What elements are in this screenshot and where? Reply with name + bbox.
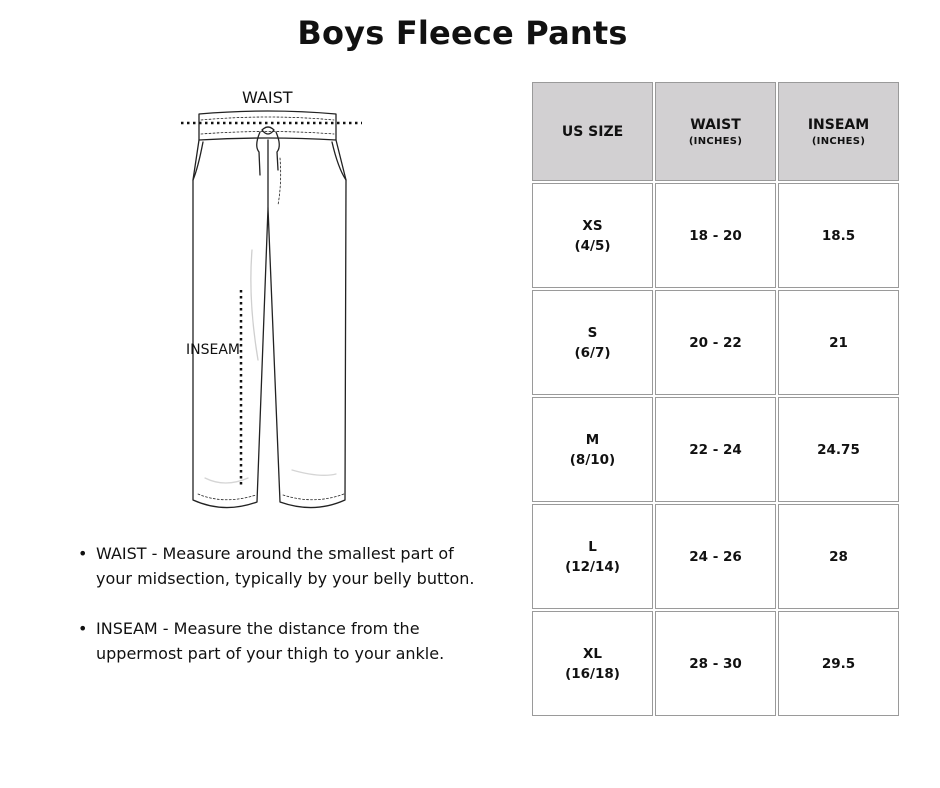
inseam-cell: 18.5	[778, 183, 899, 288]
header-label: WAIST	[690, 116, 741, 133]
inseam-cell: 21	[778, 290, 899, 395]
page-title: Boys Fleece Pants	[297, 14, 628, 52]
table-row	[532, 611, 899, 716]
table-row	[532, 290, 899, 395]
inseam-cell: 29.5	[778, 611, 899, 716]
inseam-cell: 24.75	[778, 397, 899, 502]
measurement-instructions	[78, 541, 478, 691]
size-age: (16/18)	[565, 665, 620, 682]
waist-cell: 24 - 26	[655, 504, 776, 609]
table-header-row	[532, 82, 899, 181]
size-chart-table	[530, 80, 901, 718]
waist-cell: 18 - 20	[655, 183, 776, 288]
size-age: (4/5)	[574, 237, 611, 254]
size-code: M	[585, 431, 600, 448]
bullet-dot: •	[78, 619, 88, 638]
pants-outline-icon	[170, 84, 370, 524]
inseam-instruction: INSEAM - Measure the distance from the uppermost part of your thigh to your ankle.	[96, 619, 445, 663]
header-unit: (INCHES)	[688, 135, 743, 147]
size-code: S	[587, 324, 598, 341]
waist-instruction: WAIST - Measure around the smallest part of your midsection, typically by your belly button.	[96, 544, 475, 588]
inseam-label: INSEAM	[186, 342, 240, 358]
table-row	[532, 504, 899, 609]
table-row	[532, 183, 899, 288]
list-item	[78, 616, 478, 666]
size-cell	[532, 183, 653, 288]
bullet-dot: •	[78, 544, 88, 563]
header-label: INSEAM	[807, 116, 870, 133]
waist-cell: 28 - 30	[655, 611, 776, 716]
size-cell	[532, 504, 653, 609]
size-cell	[532, 290, 653, 395]
inseam-cell: 28	[778, 504, 899, 609]
size-code: L	[588, 538, 597, 555]
waist-label: WAIST	[242, 88, 293, 107]
size-age: (6/7)	[574, 344, 611, 361]
size-cell	[532, 611, 653, 716]
size-code: XS	[582, 217, 603, 234]
size-age: (12/14)	[565, 558, 620, 575]
header-inseam	[778, 82, 899, 181]
header-label: US SIZE	[561, 123, 624, 140]
table-row	[532, 397, 899, 502]
header-waist	[655, 82, 776, 181]
waist-cell: 20 - 22	[655, 290, 776, 395]
list-item	[78, 541, 478, 591]
size-age: (8/10)	[569, 451, 616, 468]
size-cell	[532, 397, 653, 502]
header-unit: (INCHES)	[811, 135, 866, 147]
size-code: XL	[582, 645, 602, 662]
waist-cell: 22 - 24	[655, 397, 776, 502]
header-us-size	[532, 82, 653, 181]
